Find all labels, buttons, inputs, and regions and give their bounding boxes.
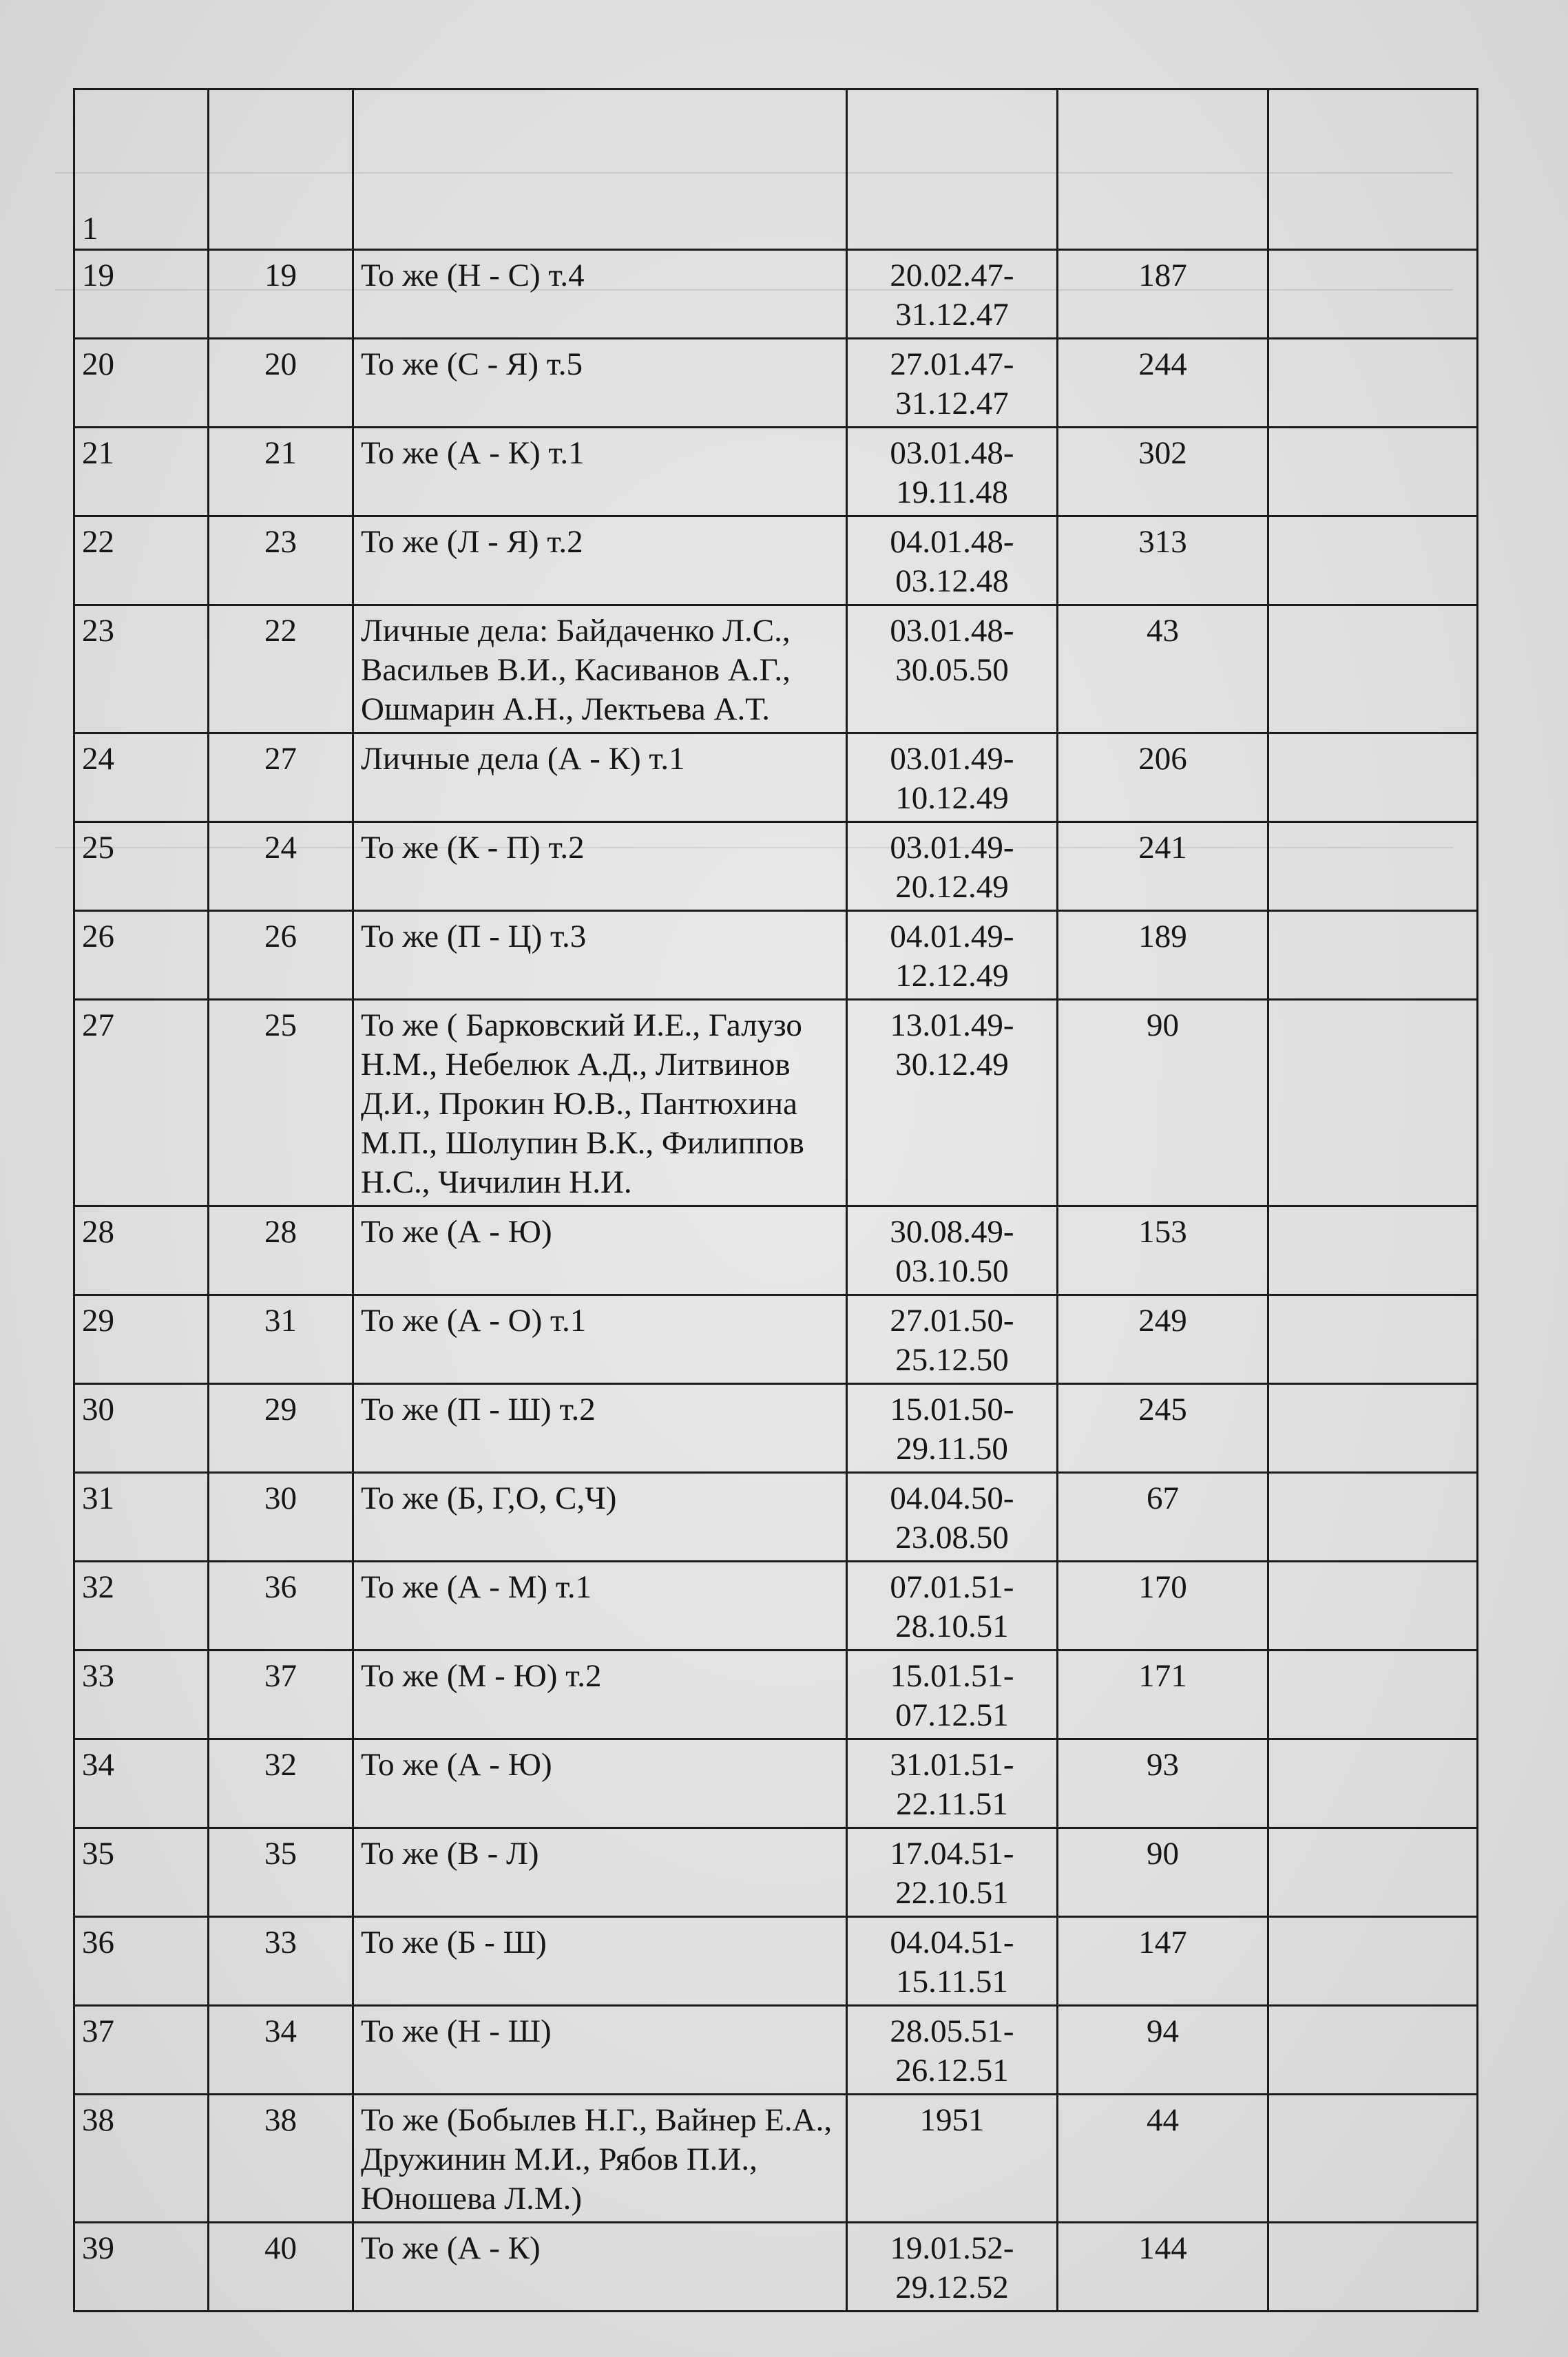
table-row	[74, 2006, 1478, 2095]
old-number-cell: 25	[209, 1000, 353, 1206]
row-number-cell: 35	[74, 1828, 209, 1917]
sheet-count-cell: 245	[1058, 1384, 1268, 1473]
row-number-cell: 34	[74, 1739, 209, 1828]
file-title-cell: То же (П - Ц) т.3	[353, 911, 847, 1000]
row-number-cell: 24	[74, 733, 209, 822]
sheet-count-cell: 43	[1058, 605, 1268, 733]
table-row	[74, 1000, 1478, 1206]
old-number-cell: 22	[209, 605, 353, 733]
row-number-cell: 27	[74, 1000, 209, 1206]
table-row	[74, 1651, 1478, 1739]
old-number-cell: 20	[209, 339, 353, 428]
row-number-cell: 28	[74, 1206, 209, 1295]
row-number-cell: 22	[74, 516, 209, 605]
table-row	[74, 1473, 1478, 1562]
file-title-cell: То же (М - Ю) т.2	[353, 1651, 847, 1739]
note-cell	[1268, 1384, 1478, 1473]
old-number-cell: 29	[209, 1384, 353, 1473]
note-cell	[1268, 733, 1478, 822]
date-range-cell: 04.04.50- 23.08.50	[847, 1473, 1058, 1562]
sheet-count-cell: 249	[1058, 1295, 1268, 1384]
old-number-cell: 21	[209, 428, 353, 516]
old-number-cell: 23	[209, 516, 353, 605]
row-number-cell: 38	[74, 2095, 209, 2223]
note-cell	[1268, 250, 1478, 339]
file-title-cell: То же (С - Я) т.5	[353, 339, 847, 428]
sheet-count-cell: 93	[1058, 1739, 1268, 1828]
date-range-cell: 03.01.49- 20.12.49	[847, 822, 1058, 911]
table-row	[74, 1206, 1478, 1295]
table-row	[74, 1295, 1478, 1384]
note-cell	[1268, 2095, 1478, 2223]
table-row	[74, 1562, 1478, 1651]
file-title-cell: То же (Н - С) т.4	[353, 250, 847, 339]
sheet-count-cell: 67	[1058, 1473, 1268, 1562]
note-cell	[1268, 605, 1478, 733]
column-number-cell: 1	[74, 90, 209, 250]
sheet-count-cell: 144	[1058, 2223, 1268, 2312]
table-row	[74, 605, 1478, 733]
file-title-cell: То же (В - Л)	[353, 1828, 847, 1917]
column-number-cell	[1058, 90, 1268, 250]
row-number-cell: 32	[74, 1562, 209, 1651]
sheet-count-cell: 189	[1058, 911, 1268, 1000]
old-number-cell: 33	[209, 1917, 353, 2006]
date-range-cell: 03.01.48- 30.05.50	[847, 605, 1058, 733]
note-cell	[1268, 516, 1478, 605]
note-cell	[1268, 822, 1478, 911]
file-title-cell: То же (Л - Я) т.2	[353, 516, 847, 605]
file-title-cell: То же (К - П) т.2	[353, 822, 847, 911]
row-number-cell: 37	[74, 2006, 209, 2095]
table-row	[74, 428, 1478, 516]
column-number-cell	[847, 90, 1058, 250]
sheet-count-cell: 44	[1058, 2095, 1268, 2223]
date-range-cell: 20.02.47- 31.12.47	[847, 250, 1058, 339]
row-number-cell: 25	[74, 822, 209, 911]
date-range-cell: 30.08.49- 03.10.50	[847, 1206, 1058, 1295]
old-number-cell: 38	[209, 2095, 353, 2223]
sheet-count-cell: 94	[1058, 2006, 1268, 2095]
note-cell	[1268, 1206, 1478, 1295]
file-title-cell: То же (П - Ш) т.2	[353, 1384, 847, 1473]
file-title-cell: То же (Бобылев Н.Г., Вайнер Е.А., Дружинин М.И., Рябов П.И., Юношева Л.М.)	[353, 2095, 847, 2223]
table-row	[74, 1828, 1478, 1917]
row-number-cell: 31	[74, 1473, 209, 1562]
note-cell	[1268, 1295, 1478, 1384]
date-range-cell: 03.01.48- 19.11.48	[847, 428, 1058, 516]
table-row	[74, 339, 1478, 428]
file-title-cell: То же (А - О) т.1	[353, 1295, 847, 1384]
sheet-count-cell: 90	[1058, 1000, 1268, 1206]
file-title-cell: Личные дела: Байдаченко Л.С., Васильев В.И., Касиванов А.Г., Ошмарин А.Н., Лектьева А.Т.	[353, 605, 847, 733]
sheet-count-cell: 170	[1058, 1562, 1268, 1651]
table-row	[74, 1739, 1478, 1828]
note-cell	[1268, 1562, 1478, 1651]
old-number-cell: 35	[209, 1828, 353, 1917]
note-cell	[1268, 2223, 1478, 2312]
date-range-cell: 03.01.49- 10.12.49	[847, 733, 1058, 822]
old-number-cell: 19	[209, 250, 353, 339]
column-number-cell	[209, 90, 353, 250]
sheet-count-cell: 171	[1058, 1651, 1268, 1739]
date-range-cell: 04.01.48- 03.12.48	[847, 516, 1058, 605]
table-row	[74, 733, 1478, 822]
date-range-cell: 28.05.51- 26.12.51	[847, 2006, 1058, 2095]
date-range-cell: 04.04.51- 15.11.51	[847, 1917, 1058, 2006]
sheet-count-cell: 187	[1058, 250, 1268, 339]
old-number-cell: 36	[209, 1562, 353, 1651]
old-number-cell: 31	[209, 1295, 353, 1384]
sheet-count-cell: 244	[1058, 339, 1268, 428]
sheet-count-cell: 90	[1058, 1828, 1268, 1917]
inventory-table-body	[74, 90, 1478, 2312]
file-title-cell: То же (А - М) т.1	[353, 1562, 847, 1651]
row-number-cell: 23	[74, 605, 209, 733]
table-row	[74, 1917, 1478, 2006]
date-range-cell: 04.01.49- 12.12.49	[847, 911, 1058, 1000]
old-number-cell: 30	[209, 1473, 353, 1562]
sheet-count-cell: 302	[1058, 428, 1268, 516]
note-cell	[1268, 428, 1478, 516]
table-row	[74, 2223, 1478, 2312]
row-number-cell: 36	[74, 1917, 209, 2006]
date-range-cell: 07.01.51- 28.10.51	[847, 1562, 1058, 1651]
column-number-cell	[353, 90, 847, 250]
inventory-table	[73, 88, 1478, 2312]
sheet-count-cell: 241	[1058, 822, 1268, 911]
date-range-cell: 27.01.50- 25.12.50	[847, 1295, 1058, 1384]
sheet-count-cell: 153	[1058, 1206, 1268, 1295]
file-title-cell: То же (Б, Г,О, С,Ч)	[353, 1473, 847, 1562]
row-number-cell: 26	[74, 911, 209, 1000]
old-number-cell: 40	[209, 2223, 353, 2312]
date-range-cell: 27.01.47- 31.12.47	[847, 339, 1058, 428]
file-title-cell: То же ( Барковский И.Е., Галузо Н.М., Небелюк А.Д., Литвинов Д.И., Прокин Ю.В., Пантюхина М.П., Шолупин В.К., Филиппов Н.С., Чичилин Н.И.	[353, 1000, 847, 1206]
row-number-cell: 20	[74, 339, 209, 428]
sheet-count-cell: 147	[1058, 1917, 1268, 2006]
old-number-cell: 32	[209, 1739, 353, 1828]
table-row	[74, 822, 1478, 911]
table-row	[74, 250, 1478, 339]
row-number-cell: 19	[74, 250, 209, 339]
note-cell	[1268, 1917, 1478, 2006]
old-number-cell: 26	[209, 911, 353, 1000]
table-row	[74, 2095, 1478, 2223]
old-number-cell: 34	[209, 2006, 353, 2095]
old-number-cell: 28	[209, 1206, 353, 1295]
date-range-cell: 13.01.49- 30.12.49	[847, 1000, 1058, 1206]
table-row	[74, 516, 1478, 605]
old-number-cell: 24	[209, 822, 353, 911]
column-number-row	[74, 90, 1478, 250]
row-number-cell: 29	[74, 1295, 209, 1384]
file-title-cell: То же (А - К) т.1	[353, 428, 847, 516]
table-row	[74, 911, 1478, 1000]
file-title-cell: То же (Н - Ш)	[353, 2006, 847, 2095]
row-number-cell: 21	[74, 428, 209, 516]
row-number-cell: 33	[74, 1651, 209, 1739]
note-cell	[1268, 1828, 1478, 1917]
row-number-cell: 39	[74, 2223, 209, 2312]
row-number-cell: 30	[74, 1384, 209, 1473]
note-cell	[1268, 911, 1478, 1000]
date-range-cell: 19.01.52- 29.12.52	[847, 2223, 1058, 2312]
file-title-cell: То же (А - К)	[353, 2223, 847, 2312]
sheet-count-cell: 206	[1058, 733, 1268, 822]
note-cell	[1268, 1739, 1478, 1828]
old-number-cell: 37	[209, 1651, 353, 1739]
date-range-cell: 15.01.51- 07.12.51	[847, 1651, 1058, 1739]
note-cell	[1268, 1651, 1478, 1739]
file-title-cell: Личные дела (А - К) т.1	[353, 733, 847, 822]
date-range-cell: 15.01.50- 29.11.50	[847, 1384, 1058, 1473]
date-range-cell: 1951	[847, 2095, 1058, 2223]
file-title-cell: То же (А - Ю)	[353, 1206, 847, 1295]
column-number-cell	[1268, 90, 1478, 250]
note-cell	[1268, 1473, 1478, 1562]
file-title-cell: То же (А - Ю)	[353, 1739, 847, 1828]
file-title-cell: То же (Б - Ш)	[353, 1917, 847, 2006]
table-row	[74, 1384, 1478, 1473]
note-cell	[1268, 1000, 1478, 1206]
note-cell	[1268, 339, 1478, 428]
date-range-cell: 17.04.51- 22.10.51	[847, 1828, 1058, 1917]
note-cell	[1268, 2006, 1478, 2095]
sheet-count-cell: 313	[1058, 516, 1268, 605]
old-number-cell: 27	[209, 733, 353, 822]
date-range-cell: 31.01.51- 22.11.51	[847, 1739, 1058, 1828]
